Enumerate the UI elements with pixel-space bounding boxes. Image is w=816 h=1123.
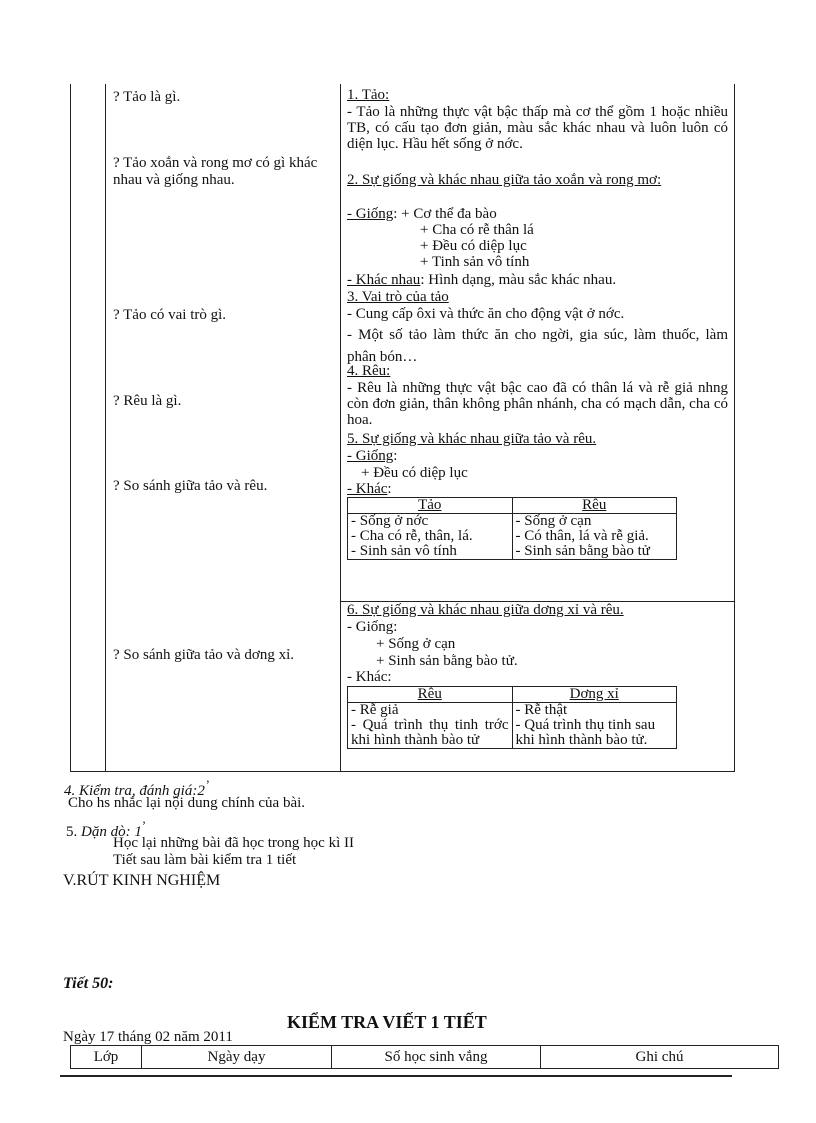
section-4-title: 4. Rêu: [347,363,391,379]
section-6-same-1: + Sống ở cạn [376,636,456,652]
table-cell: - Quá trình thụ tinh sau khi hình thành bào tử. [515,717,656,748]
column-header-date: Ngày dạy [142,1046,332,1069]
section-5-same-suffix: : [393,448,398,464]
section-2-same-3: + Đều có diệp lục [420,238,527,254]
section-5-same [347,448,397,464]
table-row [348,703,677,749]
table-cell: - Sinh sản vô tính [351,543,457,559]
table-cell: - Sống ở nớc [351,513,429,529]
compare-table-reu-duongxi [347,686,677,749]
experience-heading: V.RÚT KINH NGHIỆM [63,872,221,889]
section-3-title: 3. Vai trò của tảo [347,289,449,305]
table-cell: - Quá trình thụ tinh trớc khi hình thành bào tử [351,717,509,748]
page-bottom-rule [60,1075,732,1077]
lesson-date: Ngày 17 tháng 02 năm 2011 [63,1029,233,1045]
lesson-title: KIỂM TRA VIẾT 1 TIẾT [287,1012,487,1032]
question-3: ? Tảo có vai trò gì. [113,307,227,323]
table-border-left [70,84,71,772]
question-5: ? So sánh giữa tảo và rêu. [113,478,268,494]
table-cell: - Sống ở cạn [515,513,592,529]
section-6-same: - Giống: [347,619,398,635]
homework-line-2: Tiết sau làm bài kiểm tra 1 tiết [113,852,297,868]
section-2-same [347,206,497,222]
section-2-diff-text: : Hình dạng, màu sắc khác nhau. [420,272,617,288]
column-header-absent: Số học sinh vắng [332,1046,541,1069]
section-1-title: 1. Tảo: [347,87,390,103]
section-4-text: - Rêu là những thực vật bậc cao đã có thân lá và rễ giả nhng còn đơn giản, thân không phân nhánh, cha có mạch dẫn, cha có hoa. [347,380,728,428]
section-5-same-label: - Giống [347,448,394,464]
table-row [348,514,677,560]
section-1-text: - Tảo là những thực vật bậc thấp mà cơ thể gồm 1 hoặc nhiều TB, có cấu tạo đơn giản, màu sắc khác nhau và luôn luôn có diện lục. Hầu hết sống ở nớc. [347,104,728,152]
table-header-reu: Rêu [512,498,677,514]
section-2-diff-label: - Khác nhau [347,272,421,288]
section-6-same-2: + Sinh sản bằng bào tử. [376,653,518,669]
period-label: Tiết 50: [63,975,114,992]
section-2-same-4: + Tinh sản vô tính [420,254,530,270]
table-cell: - Cha có rễ, thân, lá. [351,528,473,544]
attendance-table [70,1045,779,1069]
section-2-same-1: : + Cơ thể đa bào [393,206,497,222]
minute-mark: ’ [141,819,146,833]
table-border-col1 [105,84,106,772]
section-5-diff-label: - Khác [347,481,388,497]
question-4: ? Rêu là gì. [113,393,182,409]
section-2-same-2: + Cha có rễ thân lá [420,222,534,238]
question-6: ? So sánh giữa tảo và dơng xỉ. [113,647,295,663]
table-cell: - Rễ giả [351,702,399,718]
table-header-duongxi: Dơng xỉ [512,687,677,703]
section-5-diff-suffix: : [387,481,392,497]
table-header-tao: Tảo [348,498,513,514]
table-border-right [734,84,735,772]
compare-table-tao-reu [347,497,677,560]
question-2: ? Tảo xoắn và rong mơ có gì khác nhau và giống nhau. [113,155,318,188]
table-cell: - Rễ thật [515,702,568,718]
table-header-reu: Rêu [348,687,513,703]
homework-line-1: Học lại những bài đã học trong học kì II [113,835,354,851]
assessment-text: Cho hs nhắc lại nội dung chính của bài. [68,795,306,811]
table-cell: - Có thân, lá và rễ giả. [515,528,649,544]
section-5-diff [347,481,392,497]
section-3-line-1: - Cung cấp ôxi và thức ăn cho động vật ở nớc. [347,306,625,322]
section-6-diff: - Khác: [347,669,392,685]
column-header-note: Ghi chú [541,1046,779,1069]
section-6-title: 6. Sự giống và khác nhau giữa dơng xỉ và rêu. [347,602,624,618]
assessment-title-text: 4. Kiểm tra, đánh giá:2 [64,783,205,799]
table-cell: - Sinh sản bằng bào tử [515,543,650,559]
minute-mark: ’ [204,778,210,792]
section-2-title: 2. Sự giống và khác nhau giữa tảo xoắn và rong mơ: [347,172,662,188]
question-1: ? Tảo là gì. [113,89,181,105]
homework-title-text: Dặn dò: 1 [81,824,142,840]
homework-number: 5. [66,824,78,840]
table-row [71,1046,779,1069]
section-5-title: 5. Sự giống và khác nhau giữa tảo và rêu. [347,431,597,447]
section-5-same-1: + Đều có diệp lục [361,465,468,481]
column-header-class: Lớp [71,1046,142,1069]
table-row [348,498,677,514]
section-3-line-2: - Một số tảo làm thức ăn cho ngời, gia súc, làm thuốc, làm phân bón… [347,327,728,365]
table-border-col2 [340,84,341,772]
section-2-diff [347,272,616,288]
section-2-same-label: - Giống [347,206,394,222]
table-border-bottom [70,771,735,772]
table-row [348,687,677,703]
